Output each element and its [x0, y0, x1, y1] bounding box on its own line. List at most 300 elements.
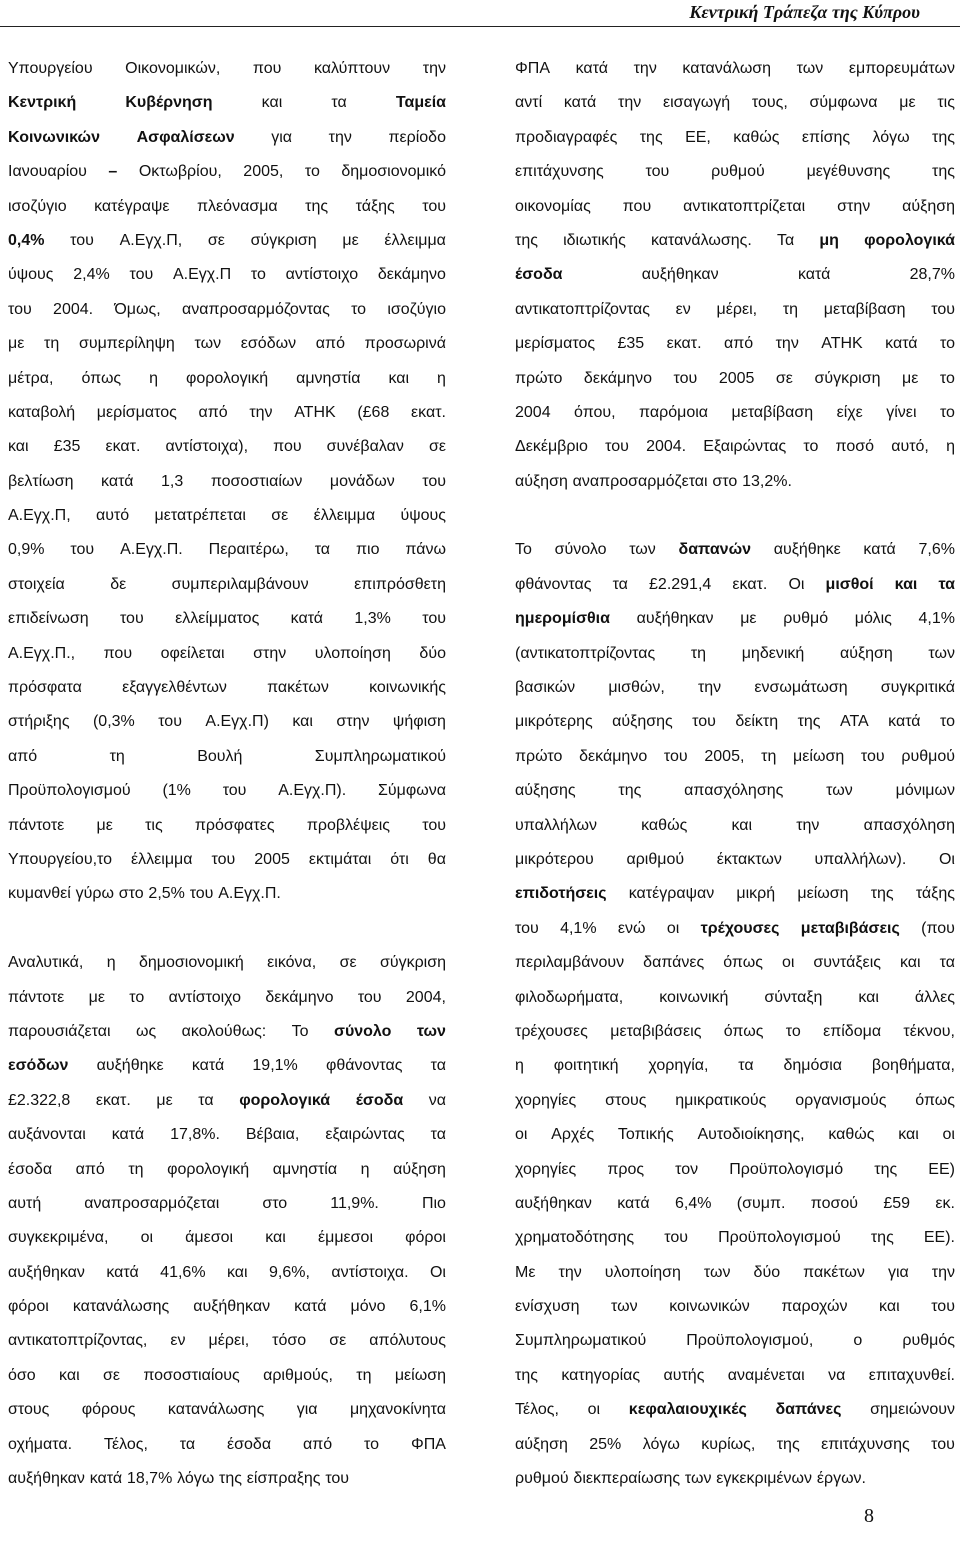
word: μισθών,	[608, 679, 665, 697]
word: 0,4%	[8, 231, 45, 249]
word: σε	[339, 954, 357, 972]
word: τα	[938, 575, 955, 593]
word: δύο	[419, 644, 446, 662]
word: για	[887, 1263, 909, 1281]
word: με	[902, 369, 919, 387]
word: οι	[666, 919, 680, 937]
word: κατά	[111, 1126, 145, 1144]
word: εκατ.	[411, 403, 446, 421]
header-title: Κεντρική Τράπεζα της Κύπρου	[689, 2, 920, 22]
text-line	[515, 568, 955, 602]
word: του	[515, 919, 539, 937]
word: την	[931, 1263, 955, 1281]
word: και	[8, 438, 29, 456]
word: τα	[331, 94, 347, 112]
word: το	[939, 369, 955, 387]
word: των	[194, 335, 222, 353]
word: του	[664, 1229, 688, 1247]
text-line	[8, 1084, 446, 1118]
word: και	[261, 94, 283, 112]
text-line	[515, 1221, 955, 1255]
word: συμπερίληψη	[78, 335, 175, 353]
word: αυξήθηκαν	[641, 266, 719, 284]
word: υλοποίηση	[314, 644, 391, 662]
word: 2005	[254, 850, 290, 868]
word: πακέτων	[267, 679, 329, 697]
word: ρυθμού	[711, 163, 765, 181]
text-line	[515, 1015, 955, 1049]
word: Το	[291, 1022, 309, 1040]
word: την	[697, 679, 722, 697]
word: κατανάλωσης	[167, 1401, 265, 1419]
word: σύνολο	[554, 541, 607, 559]
word: ποσού	[810, 1194, 858, 1212]
word: Κεντρική	[8, 94, 77, 112]
word: επιδοτήσεις	[515, 885, 607, 903]
word: ψήφιση	[392, 713, 446, 731]
word: αντίστοιχο	[168, 988, 242, 1006]
word: Οι	[429, 1263, 446, 1281]
word: του	[673, 369, 698, 387]
word: μικρότερου	[515, 850, 594, 868]
word: τάξης	[915, 885, 955, 903]
word: της	[305, 197, 329, 215]
text-line	[515, 1049, 955, 1083]
text-line	[8, 568, 446, 602]
word: έλλειμμα	[384, 231, 446, 249]
text-line	[515, 499, 955, 533]
word: από	[723, 335, 754, 353]
word: του	[605, 438, 629, 456]
word: 11,9%.	[330, 1194, 379, 1212]
text-line	[8, 362, 446, 396]
word: ποσοστιαίους	[143, 1366, 240, 1384]
word: χορηγίες	[515, 1160, 577, 1178]
word: κατά	[888, 713, 921, 731]
word: έλλειμμα	[131, 850, 193, 868]
word: αυξήθηκαν	[636, 610, 714, 628]
word: του	[119, 610, 144, 628]
word: κατά	[106, 1263, 139, 1281]
word: λόγω	[177, 1470, 215, 1488]
word: υλοποίηση	[604, 1263, 681, 1281]
word: μη	[819, 231, 839, 249]
word: του	[422, 610, 446, 628]
word: αύξηση	[515, 1435, 568, 1453]
word: Σύμφωνα	[377, 782, 446, 800]
word: Α.Εγχ.Π	[172, 266, 232, 284]
word: αύξησης	[612, 713, 673, 731]
word: αυξάνονται	[8, 1126, 86, 1144]
word: αυξήθηκαν	[515, 1194, 592, 1212]
text-line	[8, 86, 446, 120]
word: όσο	[8, 1366, 36, 1384]
word: τον	[675, 1160, 699, 1178]
word: 2005,	[704, 747, 745, 765]
word: η	[946, 438, 955, 456]
word: μέρει,	[716, 300, 758, 318]
word: εσόδων	[8, 1057, 69, 1075]
word: στην	[253, 644, 287, 662]
word: τα	[738, 1057, 754, 1075]
word: αντίστοιχα.	[331, 1263, 409, 1281]
word: που	[252, 60, 282, 77]
word: μισθοί	[825, 575, 874, 593]
word: της	[618, 782, 642, 800]
word: και	[292, 713, 313, 731]
word: 2,4%	[73, 266, 110, 284]
word: καταβολή	[8, 403, 76, 421]
word: αύξηση	[393, 1160, 446, 1178]
word: που	[622, 197, 652, 215]
text-line	[515, 740, 955, 774]
text-line	[515, 602, 955, 636]
text-line	[8, 602, 446, 636]
word: πρώτο	[515, 369, 563, 387]
word: εγκεκριμένων	[716, 1470, 813, 1488]
word: δείκτη	[735, 713, 779, 731]
word: Με	[515, 1263, 536, 1281]
word: Αρχές	[551, 1126, 595, 1144]
word: αντικατοπτρίζεται	[683, 197, 806, 215]
text-line	[8, 1359, 446, 1393]
word: καθώς	[828, 1126, 875, 1144]
word: (συμπ.	[736, 1194, 786, 1212]
word: ποσοστιαίων	[210, 472, 303, 490]
word: φορολογικά	[239, 1091, 331, 1109]
text-line	[8, 327, 446, 361]
text-line	[8, 705, 446, 739]
text-line	[515, 1187, 955, 1221]
word: η	[360, 1160, 370, 1178]
text-line	[8, 293, 446, 327]
word: που	[103, 644, 133, 662]
page-header	[0, 0, 960, 26]
text-line	[515, 293, 955, 327]
text-line	[8, 774, 446, 808]
text-line	[8, 671, 446, 705]
word: με	[96, 816, 113, 834]
word: εκατ.	[732, 575, 768, 593]
word: έκτακτων	[716, 850, 782, 868]
word: τα	[314, 541, 331, 559]
word: τάξης	[355, 197, 395, 215]
word: 1,3%	[354, 610, 391, 628]
word: αύξηση	[902, 197, 955, 215]
word: αυξήθηκαν	[8, 1263, 85, 1281]
word: δημοσιονομική	[138, 954, 244, 972]
word: τα	[198, 1091, 214, 1109]
word: βελτίωση	[8, 472, 74, 490]
word: Πιο	[421, 1194, 446, 1212]
word: το	[304, 163, 320, 181]
word: λόγω	[872, 128, 910, 146]
word: 19,1%	[252, 1057, 298, 1075]
word: όπως	[81, 369, 122, 387]
word: κατά	[617, 1194, 650, 1212]
word: πρόσφατες	[194, 816, 275, 834]
text-line	[515, 843, 955, 877]
word: ότι	[390, 850, 409, 868]
word: τα	[179, 1435, 196, 1453]
word: της	[932, 128, 955, 146]
word: το	[129, 988, 145, 1006]
word: επιτάχυνσης	[515, 163, 604, 181]
word: Οι	[788, 575, 805, 593]
word: των	[703, 1263, 731, 1281]
word: 28,7%	[909, 266, 955, 284]
word: στήριξης	[8, 713, 70, 731]
word: άμεσοι	[185, 1229, 234, 1247]
word: ρυθμό	[783, 610, 829, 628]
word: στοιχεία	[8, 575, 65, 593]
word: πάντοτε	[8, 816, 65, 834]
word: £59	[883, 1194, 911, 1212]
text-line	[515, 258, 955, 292]
word: χορηγίες	[515, 1091, 577, 1109]
word: προδιαγραφές	[515, 128, 618, 146]
word: όπως	[723, 954, 763, 972]
word: σύμφωνα	[809, 94, 878, 112]
word: ΑΤΗΚ	[294, 403, 336, 421]
word: £35	[53, 438, 81, 456]
header-rule	[0, 26, 960, 27]
word: της	[870, 885, 894, 903]
word: ΦΠΑ	[410, 1435, 446, 1453]
word: εμπορευμάτων	[848, 60, 955, 77]
word: χρηματοδότησης	[515, 1229, 635, 1247]
text-line	[515, 1084, 955, 1118]
text-line	[8, 52, 446, 86]
word: μόνιμων	[895, 782, 955, 800]
word: αναπροσαρμόζεται	[84, 1194, 220, 1212]
word: φόρους	[81, 1401, 136, 1419]
word: θα	[427, 850, 446, 868]
word: κατά	[797, 266, 831, 284]
text-line	[8, 1221, 446, 1255]
word: απόλυτους	[369, 1332, 446, 1350]
word: έσοδα	[515, 266, 563, 284]
word: 7,6%	[918, 541, 955, 559]
word: κατανάλωσης.	[650, 231, 752, 249]
word: αύξησης	[515, 782, 576, 800]
word: μείωση	[394, 1366, 446, 1384]
text-line	[8, 396, 446, 430]
word: 2004.	[53, 300, 94, 318]
word: υπαλλήλων	[515, 816, 597, 834]
word: έσοδα	[227, 1435, 272, 1453]
word: Ταμεία	[395, 94, 446, 112]
word: ποσό	[835, 438, 875, 456]
word: αντίστοιχο	[285, 266, 359, 284]
word: στην	[837, 197, 871, 215]
word: (που	[921, 919, 955, 937]
word: του	[70, 541, 95, 559]
word: μείωση	[793, 747, 845, 765]
word: στο	[712, 472, 738, 490]
word: Προϋπολογισμό	[729, 1160, 844, 1178]
page-number: 8	[864, 1505, 874, 1527]
word: στο	[118, 885, 144, 903]
text-line	[8, 499, 446, 533]
word: μεταβίβαση	[823, 300, 906, 318]
word: δαπάνες	[643, 954, 705, 972]
word: στο	[262, 1194, 288, 1212]
word: είσπραξης	[246, 1470, 321, 1488]
word: από	[75, 1160, 105, 1178]
word: Κυβέρνηση	[125, 94, 213, 112]
word: την	[775, 335, 799, 353]
word: πακέτων	[803, 1263, 865, 1281]
word: του	[222, 782, 247, 800]
word: Προϋπολογισμού	[8, 782, 131, 800]
text-line	[515, 1118, 955, 1152]
word: καλύπτουν	[313, 60, 391, 77]
word: Α.Εγχ.Π,	[119, 231, 183, 249]
word: οχήματα.	[8, 1435, 73, 1453]
word: υπαλλήλων).	[814, 850, 907, 868]
text-line	[515, 155, 955, 189]
word: πιο	[355, 541, 380, 559]
text-line	[515, 1359, 955, 1393]
word: τη	[109, 747, 125, 765]
word: μείωση	[797, 885, 849, 903]
word: Εξαιρώντας	[703, 438, 787, 456]
word: εικόνα,	[267, 954, 317, 972]
word: η	[515, 1057, 524, 1075]
word: του	[663, 747, 688, 765]
word: 2,5%	[148, 885, 185, 903]
word: την	[558, 1263, 582, 1281]
word: ΕΕ)	[928, 1160, 955, 1178]
text-line	[8, 430, 446, 464]
word: 9,6%,	[269, 1263, 310, 1281]
word: (£68	[357, 403, 390, 421]
text-line	[515, 465, 955, 499]
word: αυξήθηκαν	[8, 1470, 85, 1488]
word: φορολογική	[186, 369, 269, 387]
word: κοινωνικής	[369, 679, 446, 697]
word: διεκπεραίωσης	[573, 1470, 681, 1488]
word: το	[351, 300, 367, 318]
word: βοηθήματα,	[871, 1057, 955, 1075]
word: Α.Εγχ.Π.,	[8, 644, 76, 662]
word: 1,3	[161, 472, 184, 490]
word: του	[189, 885, 214, 903]
word: του	[129, 266, 154, 284]
text-line	[515, 430, 955, 464]
word: αύξηση	[839, 644, 893, 662]
word: το	[785, 1022, 801, 1040]
word: δαπάνες	[775, 1401, 842, 1419]
word: σε	[207, 231, 225, 249]
text-line	[8, 981, 446, 1015]
word: κατανάλωση	[682, 60, 772, 77]
word: απασχόλησης	[684, 782, 784, 800]
word: το	[939, 713, 955, 731]
word: φθάνοντας	[325, 1057, 403, 1075]
word: το	[939, 335, 955, 353]
word: κατηγορίας	[561, 1366, 641, 1384]
text-line	[515, 1324, 955, 1358]
word: μονάδων	[329, 472, 395, 490]
word: εισαγωγή	[662, 94, 731, 112]
word: κατά	[563, 94, 597, 112]
word: και	[894, 575, 918, 593]
text-line	[8, 190, 446, 224]
word: επιταχυνθεί.	[868, 1366, 955, 1384]
word: αυτό	[95, 507, 130, 525]
word: Ασφαλίσεων	[136, 128, 235, 146]
word: ημερομίσθια	[515, 610, 610, 628]
text-line	[8, 877, 446, 911]
word: του	[422, 816, 446, 834]
text-line	[515, 362, 955, 396]
word: με	[88, 988, 105, 1006]
word: του	[357, 988, 382, 1006]
word: με	[342, 231, 359, 249]
word: μικρότερης	[515, 713, 593, 731]
text-line	[515, 327, 955, 361]
text-line	[8, 946, 446, 980]
word: μηχανοκίνητα	[349, 1401, 446, 1419]
word: σε	[271, 507, 289, 525]
word: την	[796, 816, 820, 834]
word: (αντικατοπτρίζοντας	[515, 644, 656, 662]
word: μερίσματος	[96, 403, 177, 421]
word: κατά	[101, 472, 134, 490]
word: 2005,	[243, 163, 284, 181]
word: ενσωμάτωση	[754, 679, 848, 697]
word: γύρω	[75, 885, 114, 903]
word: των	[928, 644, 955, 662]
word: ΕΕ).	[923, 1229, 955, 1247]
word: φιλοδωρήματα,	[515, 988, 624, 1006]
word: επίσης	[801, 128, 851, 146]
word: από	[315, 335, 345, 353]
word: ελλείμματος	[175, 610, 260, 628]
text-line	[515, 1153, 955, 1187]
word: ρυθμού	[515, 1470, 569, 1488]
word: του	[422, 197, 446, 215]
word: της	[797, 713, 821, 731]
word: τρέχουσες	[700, 919, 780, 937]
word: όπως	[723, 1022, 764, 1040]
word: οργανισμούς	[795, 1091, 887, 1109]
word: αυτής	[663, 1366, 705, 1384]
word: Α.Εγχ.Π.	[218, 885, 281, 903]
word: αμνηστία	[272, 1160, 338, 1178]
word: φορολογικά	[864, 231, 955, 249]
text-line	[8, 1428, 446, 1462]
text-line	[515, 1256, 955, 1290]
word: Α.Εγχ.Π).	[278, 782, 347, 800]
word: φοιτητική	[553, 1057, 619, 1075]
word: Το	[515, 541, 532, 559]
word: της	[870, 1229, 894, 1247]
word: σύνταξη	[764, 988, 823, 1006]
word: της	[776, 1435, 800, 1453]
word: συνέβαλαν	[326, 438, 404, 456]
word: παρουσιάζεται	[8, 1022, 111, 1040]
word: ΑΤΗΚ	[821, 335, 863, 353]
word: και	[858, 988, 879, 1006]
word: 4,1%	[918, 610, 955, 628]
word: κατά	[885, 335, 918, 353]
word: για	[296, 1401, 318, 1419]
word: του	[211, 850, 236, 868]
word: συντάξεις	[813, 954, 881, 972]
